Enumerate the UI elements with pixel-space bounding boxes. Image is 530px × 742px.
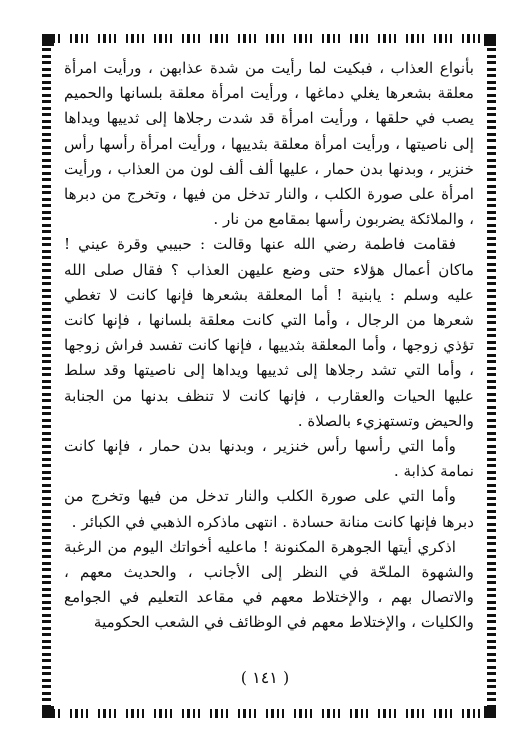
paragraph: فقامت فاطمة رضي الله عنها وقالت : حبيبي وقرة عيني ! ماكان أعمال هؤلاء حتى وضع عليهن العذاب ؟ فقال صلى الله عليه وسلم : يابنية ! أما المعلقة بشعرها فإنها كانت لا تغطي شعرها من الرجال ، وأما التي كانت معلقة بلسانها ، فإنها كانت تؤذي زوجها ، وأما المعلقة بثدييها ، فإنها كانت تفسد فراش زوجها ، وأما التي تشد رجلاها إلى ثدييها ويداها إلى ناصيتها وقد سلط عليها الحيات والعقارب ، فإنها كانت لا تنظف بدنها من الجنابة والحيض وتستهزيء بالصلاة . — [64, 235, 474, 430]
paragraph: بأنواع العذاب ، فبكيت لما رأيت من شدة عذابهن ، ورأيت امرأة معلقة بشعرها يغلي دماغها ، ورأيت امرأة معلقة بلسانها والحميم يصب في حلقها ، ورأيت امرأة قد شدت رجلاها إلى ثدييها ويداها إلى ناصيتها ، ورأيت امرأة معلقة بثدييها ، ورأيت امرأة رأسها رأس خنزير ، وبدنها بدن حمار ، عليها ألف ألف لون من العذاب ، ورأيت امرأة على صورة الكلب ، والنار تدخل من فيها ، وتخرج من دبرها ، والملائكة يضربون رأسها بمقامع من نار . — [64, 59, 474, 229]
border-corner — [42, 34, 54, 46]
paragraph: اذكري أيتها الجوهرة المكنونة ! ماعليه أخواتك اليوم من الرغبة والشهوة الملحّة في النظر إلى الأجانب ، والحديث معهم ، والاتصال بهم ، والإختلاط معهم في مقاعد التعليم في الجوامع والكليات ، والإختلاط معهم في الوظائف في الشعب الحكومية — [64, 537, 474, 632]
border-corner — [42, 706, 54, 718]
border-bottom — [42, 709, 496, 718]
border-right — [487, 42, 496, 710]
border-corner — [484, 706, 496, 718]
body-text — [64, 56, 474, 636]
border-corner — [484, 34, 496, 46]
page-number: ( ١٤١ ) — [240, 668, 290, 687]
paragraph: وأما التي رأسها رأس خنزير ، وبدنها بدن حمار ، فإنها كانت نمامة كذابة . — [64, 437, 474, 481]
paragraph: وأما التي على صورة الكلب والنار تدخل من فيها وتخرج من دبرها فإنها كانت منانة حسادة . انتهى ماذكره الذهبي في الكبائر . — [64, 487, 474, 531]
border-top — [42, 34, 496, 43]
border-left — [42, 42, 51, 710]
